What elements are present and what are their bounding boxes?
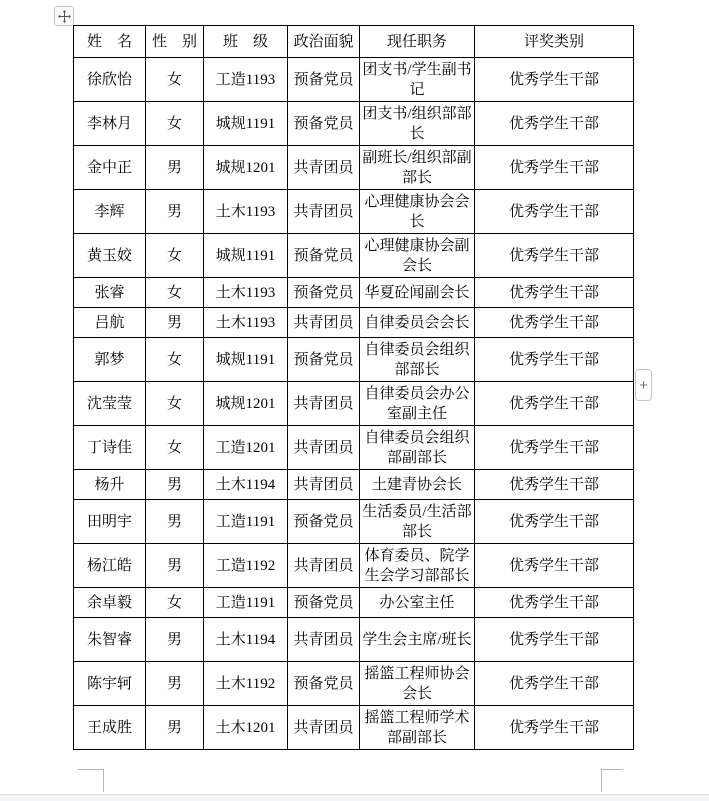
political-status-cell[interactable]: 预备党员 — [288, 234, 360, 278]
political-status-cell[interactable]: 共青团员 — [288, 308, 360, 338]
position-cell[interactable]: 自律委员会组织部部长 — [360, 338, 475, 382]
class-cell[interactable]: 土木1193 — [204, 278, 288, 308]
name-cell[interactable]: 沈莹莹 — [74, 382, 146, 426]
table-row — [74, 234, 634, 278]
gender-cell[interactable]: 男 — [146, 500, 204, 544]
name-cell[interactable]: 丁诗佳 — [74, 426, 146, 470]
class-cell[interactable]: 土木1192 — [204, 662, 288, 706]
table-row — [74, 470, 634, 500]
class-cell[interactable]: 土木1194 — [204, 470, 288, 500]
award-category-cell[interactable]: 优秀学生干部 — [475, 500, 634, 544]
name-cell[interactable]: 金中正 — [74, 146, 146, 190]
award-category-cell[interactable]: 优秀学生干部 — [475, 588, 634, 618]
award-category-cell[interactable]: 优秀学生干部 — [475, 706, 634, 750]
table-row — [74, 278, 634, 308]
gender-cell[interactable]: 女 — [146, 278, 204, 308]
table-row — [74, 102, 634, 146]
gender-cell[interactable]: 男 — [146, 662, 204, 706]
gender-cell[interactable]: 男 — [146, 146, 204, 190]
political-status-cell[interactable]: 预备党员 — [288, 102, 360, 146]
column-header[interactable]: 现任职务 — [360, 26, 475, 58]
column-header[interactable]: 班 级 — [204, 26, 288, 58]
gender-cell[interactable]: 男 — [146, 706, 204, 750]
class-cell[interactable]: 土木1193 — [204, 308, 288, 338]
gender-cell[interactable]: 男 — [146, 308, 204, 338]
political-status-cell[interactable]: 共青团员 — [288, 706, 360, 750]
position-cell[interactable]: 办公室主任 — [360, 588, 475, 618]
table-row — [74, 146, 634, 190]
political-status-cell[interactable]: 共青团员 — [288, 470, 360, 500]
political-status-cell[interactable]: 预备党员 — [288, 588, 360, 618]
position-cell[interactable]: 心理健康协会会长 — [360, 190, 475, 234]
award-category-cell[interactable]: 优秀学生干部 — [475, 308, 634, 338]
award-category-cell[interactable]: 优秀学生干部 — [475, 190, 634, 234]
gender-cell[interactable]: 男 — [146, 618, 204, 662]
table-body — [74, 58, 634, 750]
political-status-cell[interactable]: 共青团员 — [288, 426, 360, 470]
table-row — [74, 58, 634, 102]
position-cell[interactable]: 副班长/组织部副部长 — [360, 146, 475, 190]
table-move-handle[interactable] — [54, 6, 74, 26]
name-cell[interactable]: 陈宇轲 — [74, 662, 146, 706]
column-header[interactable]: 政治面貌 — [288, 26, 360, 58]
table-row — [74, 618, 634, 662]
class-cell[interactable]: 工造1193 — [204, 58, 288, 102]
gender-cell[interactable]: 男 — [146, 470, 204, 500]
award-category-cell[interactable]: 优秀学生干部 — [475, 338, 634, 382]
gender-cell[interactable]: 女 — [146, 58, 204, 102]
position-cell[interactable]: 自律委员会组织部副部长 — [360, 426, 475, 470]
page-margin-mark-right — [601, 769, 623, 792]
class-cell[interactable]: 城规1201 — [204, 382, 288, 426]
header-row — [74, 26, 634, 58]
gender-cell[interactable]: 女 — [146, 102, 204, 146]
award-category-cell[interactable]: 优秀学生干部 — [475, 662, 634, 706]
class-cell[interactable]: 工造1192 — [204, 544, 288, 588]
move-icon — [58, 10, 71, 23]
position-cell[interactable]: 团支书/学生副书记 — [360, 58, 475, 102]
political-status-cell[interactable]: 预备党员 — [288, 278, 360, 308]
page-margin-mark-left — [78, 769, 104, 792]
political-status-cell[interactable]: 共青团员 — [288, 190, 360, 234]
table-row — [74, 544, 634, 588]
name-cell[interactable]: 李林月 — [74, 102, 146, 146]
table-row — [74, 588, 634, 618]
gender-cell[interactable]: 女 — [146, 382, 204, 426]
name-cell[interactable]: 张睿 — [74, 278, 146, 308]
table-row — [74, 190, 634, 234]
position-cell[interactable]: 团支书/组织部部长 — [360, 102, 475, 146]
name-cell[interactable]: 王成胜 — [74, 706, 146, 750]
awards-table — [73, 25, 634, 750]
class-cell[interactable]: 土木1194 — [204, 618, 288, 662]
table-row — [74, 662, 634, 706]
class-cell[interactable]: 工造1191 — [204, 588, 288, 618]
political-status-cell[interactable]: 共青团员 — [288, 618, 360, 662]
gender-cell[interactable]: 男 — [146, 544, 204, 588]
gender-cell[interactable]: 女 — [146, 338, 204, 382]
column-header[interactable]: 姓 名 — [74, 26, 146, 58]
class-cell[interactable]: 土木1193 — [204, 190, 288, 234]
award-category-cell[interactable]: 优秀学生干部 — [475, 544, 634, 588]
class-cell[interactable]: 城规1191 — [204, 338, 288, 382]
award-category-cell[interactable]: 优秀学生干部 — [475, 102, 634, 146]
award-category-cell[interactable]: 优秀学生干部 — [475, 382, 634, 426]
political-status-cell[interactable]: 预备党员 — [288, 338, 360, 382]
political-status-cell[interactable]: 预备党员 — [288, 58, 360, 102]
class-cell[interactable]: 工造1191 — [204, 500, 288, 544]
position-cell[interactable]: 摇篮工程师协会会长 — [360, 662, 475, 706]
insert-handle-button[interactable]: + — [635, 369, 652, 401]
political-status-cell[interactable]: 共青团员 — [288, 544, 360, 588]
name-cell[interactable]: 李辉 — [74, 190, 146, 234]
political-status-cell[interactable]: 共青团员 — [288, 382, 360, 426]
gender-cell[interactable]: 女 — [146, 588, 204, 618]
name-cell[interactable]: 杨升 — [74, 470, 146, 500]
class-cell[interactable]: 城规1191 — [204, 234, 288, 278]
award-category-cell[interactable]: 优秀学生干部 — [475, 278, 634, 308]
position-cell[interactable]: 华夏砼闻副会长 — [360, 278, 475, 308]
name-cell[interactable]: 郭梦 — [74, 338, 146, 382]
table-row — [74, 706, 634, 750]
award-category-cell[interactable]: 优秀学生干部 — [475, 58, 634, 102]
table-row — [74, 308, 634, 338]
name-cell[interactable]: 黄玉姣 — [74, 234, 146, 278]
class-cell[interactable]: 土木1201 — [204, 706, 288, 750]
position-cell[interactable]: 体育委员、院学生会学习部部长 — [360, 544, 475, 588]
award-category-cell[interactable]: 优秀学生干部 — [475, 470, 634, 500]
column-header[interactable]: 评奖类别 — [475, 26, 634, 58]
class-cell[interactable]: 城规1191 — [204, 102, 288, 146]
table-row — [74, 338, 634, 382]
position-cell[interactable]: 自律委员会会长 — [360, 308, 475, 338]
position-cell[interactable]: 心理健康协会副会长 — [360, 234, 475, 278]
political-status-cell[interactable]: 预备党员 — [288, 662, 360, 706]
name-cell[interactable]: 杨江皓 — [74, 544, 146, 588]
table-row — [74, 500, 634, 544]
position-cell[interactable]: 土建青协会长 — [360, 470, 475, 500]
name-cell[interactable]: 吕航 — [74, 308, 146, 338]
position-cell[interactable]: 学生会主席/班长 — [360, 618, 475, 662]
gender-cell[interactable]: 女 — [146, 426, 204, 470]
award-category-cell[interactable]: 优秀学生干部 — [475, 426, 634, 470]
award-category-cell[interactable]: 优秀学生干部 — [475, 618, 634, 662]
award-category-cell[interactable]: 优秀学生干部 — [475, 146, 634, 190]
position-cell[interactable]: 自律委员会办公室副主任 — [360, 382, 475, 426]
class-cell[interactable]: 工造1201 — [204, 426, 288, 470]
position-cell[interactable]: 生活委员/生活部部长 — [360, 500, 475, 544]
political-status-cell[interactable]: 预备党员 — [288, 500, 360, 544]
name-cell[interactable]: 徐欣怡 — [74, 58, 146, 102]
gender-cell[interactable]: 男 — [146, 190, 204, 234]
name-cell[interactable]: 余卓毅 — [74, 588, 146, 618]
class-cell[interactable]: 城规1201 — [204, 146, 288, 190]
position-cell[interactable]: 摇篮工程师学术部副部长 — [360, 706, 475, 750]
award-category-cell[interactable]: 优秀学生干部 — [475, 234, 634, 278]
table-row — [74, 382, 634, 426]
gender-cell[interactable]: 女 — [146, 234, 204, 278]
window-bottom-bar — [0, 794, 709, 801]
name-cell[interactable]: 朱智睿 — [74, 618, 146, 662]
name-cell[interactable]: 田明宇 — [74, 500, 146, 544]
table-row — [74, 426, 634, 470]
political-status-cell[interactable]: 共青团员 — [288, 146, 360, 190]
column-header[interactable]: 性 别 — [146, 26, 204, 58]
